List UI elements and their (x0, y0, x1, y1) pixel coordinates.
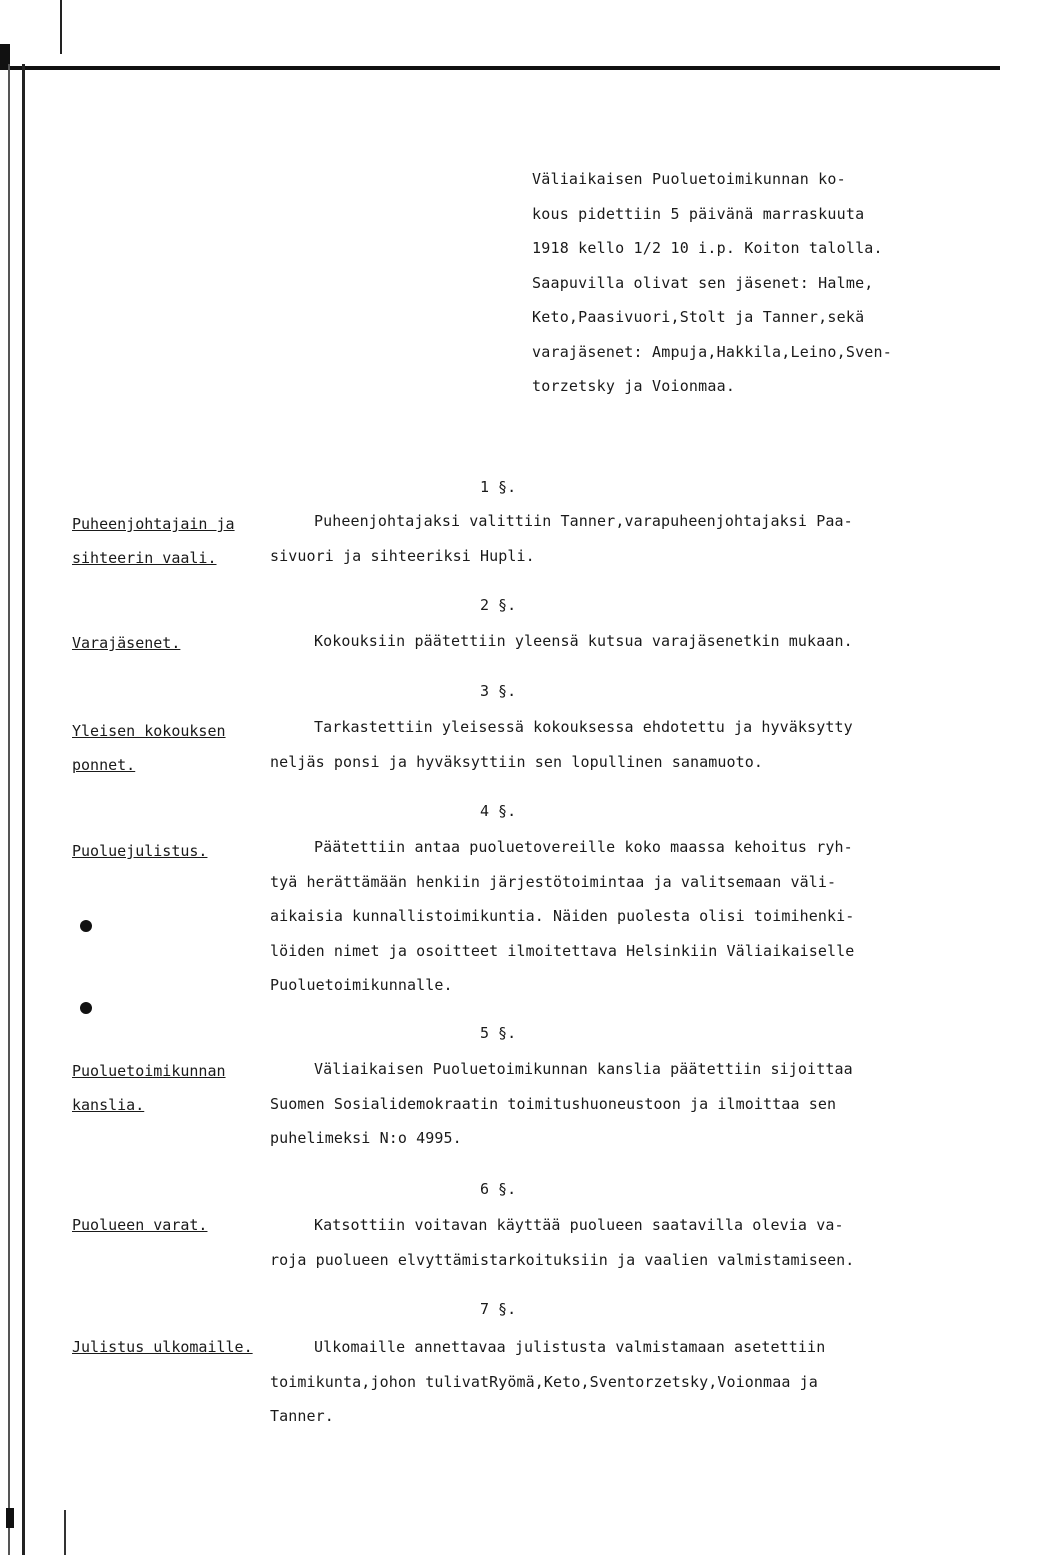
margin-label-line: sihteerin vaali. (72, 549, 217, 567)
header-line: varajäsenet: Ampuja,Hakkila,Leino,Sven- (532, 342, 892, 361)
binder-mark-bottom (6, 1508, 14, 1528)
margin-label-line: Julistus ulkomaille. (72, 1338, 253, 1356)
text-line: Tanner. (270, 1407, 334, 1425)
margin-label-line: kanslia. (72, 1096, 145, 1114)
text-line: Kokouksiin päätettiin yleensä kutsua varajäsenetkin mukaan. (314, 632, 853, 650)
margin-label-line: Puoluejulistus. (72, 842, 208, 860)
text-line: Ulkomaille annettavaa julistusta valmistamaan asetettiin (314, 1338, 826, 1356)
margin-label (72, 1330, 253, 1364)
margin-label-line: ponnet. (72, 756, 136, 774)
margin-label (72, 507, 235, 575)
section-number: 4 §. (480, 802, 517, 820)
header-line: torzetsky ja Voionmaa. (532, 377, 736, 395)
text-line: Väliaikaisen Puoluetoimikunnan kanslia päätettiin sijoittaa (314, 1060, 853, 1078)
page-top-border (0, 52, 1000, 70)
text-line: aikaisia kunnallistoimikuntia. Näiden puolesta olisi toimihenki- (270, 907, 855, 925)
section-text (270, 1052, 970, 1156)
header-line: Saapuvilla olivat sen jäsenet: Halme, (532, 273, 874, 292)
margin-label-line: Puheenjohtajain ja (72, 515, 235, 533)
text-line: löiden nimet ja osoitteet ilmoitettava Helsinkiin Väliaikaiselle (270, 941, 855, 960)
text-line: Puheenjohtajaksi valittiin Tanner,varapuheenjohtajaksi Paa- (314, 512, 853, 530)
section-number: 1 §. (480, 478, 517, 496)
section-number: 6 §. (480, 1180, 517, 1198)
punch-hole-icon (80, 920, 92, 932)
header-line: Keto,Paasivuori,Stolt ja Tanner,sekä (532, 308, 865, 326)
punch-hole-icon (80, 1002, 92, 1014)
text-line: neljäs ponsi ja hyväksyttiin sen lopullinen sanamuoto. (270, 752, 764, 771)
section-text (270, 710, 970, 779)
header-line: Väliaikaisen Puoluetoimikunnan ko- (532, 170, 846, 188)
page-left-border (22, 64, 25, 1555)
margin-label-line: Puoluetoimikunnan (72, 1062, 226, 1080)
section-text (270, 1330, 970, 1434)
text-line: Päätettiin antaa puoluetovereille koko maassa kehoitus ryh- (314, 838, 853, 856)
text-line: toimikunta,johon tulivatRyömä,Keto,Sventorzetsky,Voionmaa ja (270, 1372, 818, 1391)
section-text (270, 624, 970, 659)
margin-label (72, 626, 180, 660)
text-line: Tarkastettiin yleisessä kokouksessa ehdotettu ja hyväksytty (314, 718, 853, 736)
section-number: 2 §. (480, 596, 517, 614)
margin-label (72, 714, 226, 782)
margin-label-line: Varajäsenet. (72, 634, 181, 652)
text-line: tyä herättämään henkiin järjestötoimintaa ja valitsemaan väli- (270, 872, 837, 891)
page-left-edge (8, 64, 10, 1555)
header-line: 1918 kello 1/2 10 i.p. Koiton talolla. (532, 239, 883, 257)
page-bottom-edge-line (64, 1510, 66, 1555)
text-line: roja puolueen elvyttämistarkoituksiin ja vaalien valmistamiseen. (270, 1250, 855, 1269)
section-number: 7 §. (480, 1300, 517, 1318)
section-number: 3 §. (480, 682, 517, 700)
section-text (270, 830, 970, 1003)
margin-label-line: Puolueen varat. (72, 1216, 208, 1234)
margin-label (72, 1054, 226, 1122)
text-line: Suomen Sosialidemokraatin toimitushuoneustoon ja ilmoittaa sen (270, 1094, 837, 1113)
section-text (270, 504, 970, 573)
section-number: 5 §. (480, 1024, 517, 1042)
meeting-header (532, 162, 972, 404)
header-line: kous pidettiin 5 päivänä marraskuuta (532, 204, 865, 223)
text-line: Katsottiin voitavan käyttää puolueen saatavilla olevia va- (314, 1216, 844, 1234)
text-line: sivuori ja sihteeriksi Hupli. (270, 546, 535, 565)
margin-label-line: Yleisen kokouksen (72, 722, 226, 740)
margin-label (72, 1208, 207, 1242)
text-line: puhelimeksi N:o 4995. (270, 1129, 462, 1147)
page-edge-line (60, 0, 62, 54)
text-line: Puoluetoimikunnalle. (270, 976, 453, 994)
margin-label (72, 834, 207, 868)
section-text (270, 1208, 970, 1277)
